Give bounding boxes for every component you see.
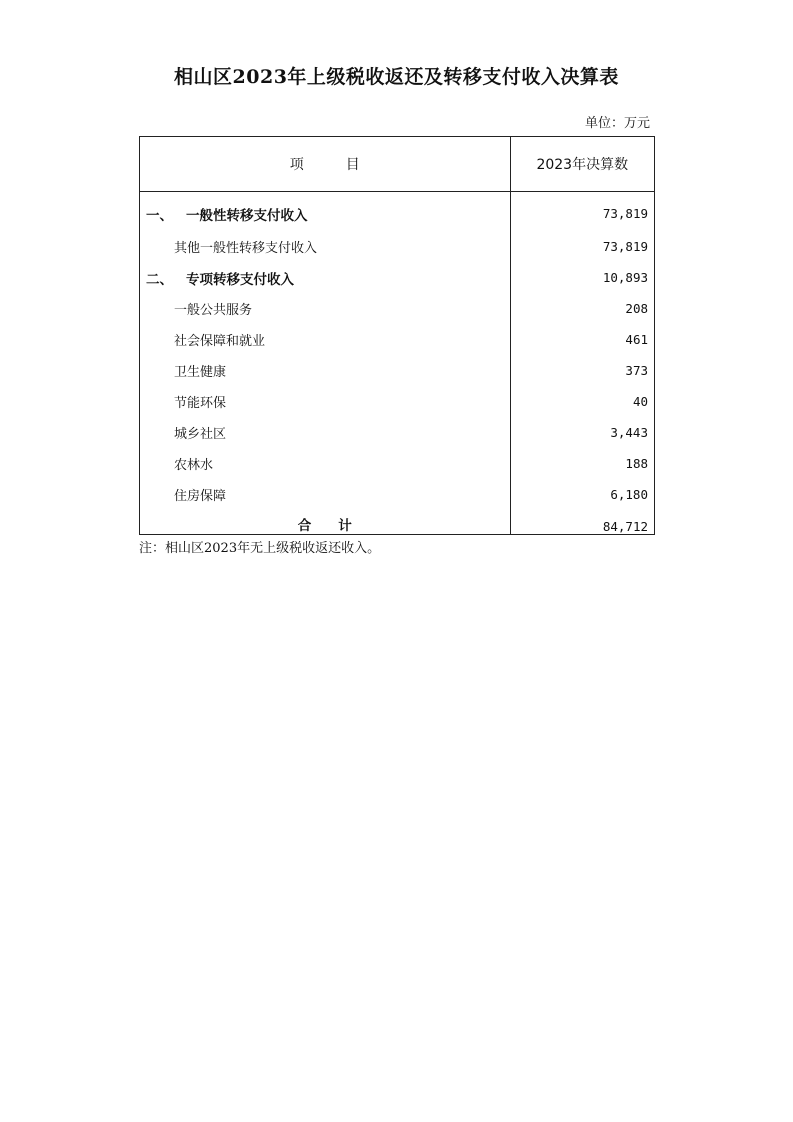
unit-label: 单位：万元 — [584, 116, 650, 131]
section-title: 专项转移支付收入 — [186, 271, 294, 288]
item-label: 农林水 — [140, 448, 511, 479]
table-row — [140, 355, 655, 386]
item-label: 社会保障和就业 — [140, 324, 511, 355]
item-label: 节能环保 — [140, 386, 511, 417]
section-title: 一般性转移支付收入 — [186, 207, 308, 224]
table-row-section-2 — [140, 262, 655, 293]
table-row — [140, 479, 655, 510]
table-total-row — [140, 510, 655, 535]
table-row-section-1 — [140, 192, 655, 232]
table-row — [140, 231, 655, 262]
header-item: 项 目 — [140, 137, 511, 192]
item-value: 3,443 — [510, 417, 654, 448]
table-row — [140, 324, 655, 355]
section-value: 73,819 — [510, 192, 654, 232]
item-value: 373 — [510, 355, 654, 386]
item-label: 其他一般性转移支付收入 — [140, 231, 511, 262]
section-value: 10,893 — [510, 262, 654, 293]
item-label: 卫生健康 — [140, 355, 511, 386]
item-value: 40 — [510, 386, 654, 417]
item-label: 一般公共服务 — [140, 293, 511, 324]
item-value: 188 — [510, 448, 654, 479]
section-number: 二、 — [146, 271, 173, 288]
table-row — [140, 386, 655, 417]
header-value: 2023年决算数 — [510, 137, 654, 192]
table-header-row — [140, 137, 655, 192]
table-row — [140, 293, 655, 324]
page-title: 相山区2023年上级税收返还及转移支付收入决算表 — [174, 66, 619, 88]
total-label: 合 计 — [140, 510, 511, 535]
item-value: 208 — [510, 293, 654, 324]
section-number: 一、 — [146, 207, 173, 224]
section-label — [140, 192, 511, 232]
item-value: 461 — [510, 324, 654, 355]
footnote: 注：相山区2023年无上级税收返还收入。 — [139, 541, 381, 556]
budget-table — [139, 136, 655, 535]
item-value: 6,180 — [510, 479, 654, 510]
item-label: 城乡社区 — [140, 417, 511, 448]
item-label: 住房保障 — [140, 479, 511, 510]
table-row — [140, 417, 655, 448]
section-label — [140, 262, 511, 293]
item-value: 73,819 — [510, 231, 654, 262]
table-row — [140, 448, 655, 479]
total-value: 84,712 — [510, 510, 654, 535]
